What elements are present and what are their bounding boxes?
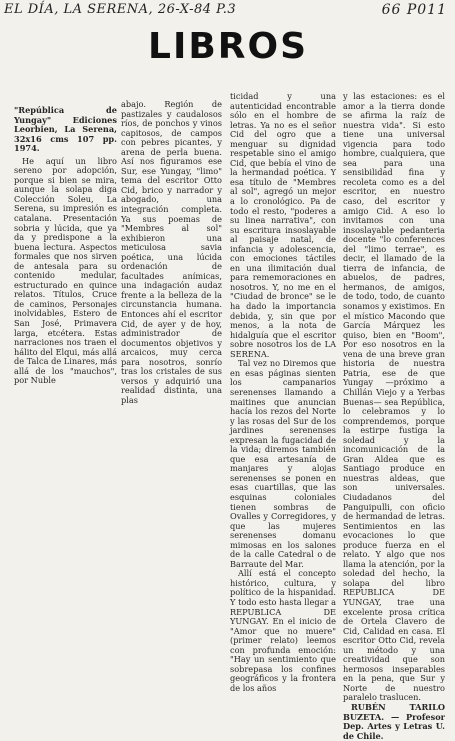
paragraph: Allí está el concepto histórico, cultura, y político de la hispanidad. Y todo esto hasta llegar a REPUBLICA DE YUNGAY. En el inicio de "Amor que no muere" (primer relato) leemos con profunda emoción: "Hay un sentimiento que sobrepasa los confines geográficos y la frontera de los años — [230, 568, 336, 693]
handwritten-annotation — [4, 2, 451, 20]
column-2 — [121, 100, 222, 576]
annotation-text: EL DÍA, LA SERENA, 26-X-84 P.3 — [4, 2, 237, 17]
paragraph: abajo. Región de pastizales y caudalosos ríos, de ponchos y vinos capitosos, de campos con pebres picantes, y arena de perla buena. Así nos figuramos ese Sur, ese Yungay, "limo" tema del escritor Otto Cid, brico y narrador y abogado, una integración completa. Ya sus poemas de "Membres al sol" exhibieron una meticulosa savia poética, una lúcida ordenación de facultades anímicas, una indagación audaz frente a la belleza de la circunstancia humana. Entonces ahí el escritor Cid, de ayer y de hoy, administrador de documentos objetivos y arcaicos, muy cerca para nosotros, sonrío tras los cristales de sus versos y adquirió una realidad distinta, una plas — [121, 99, 222, 405]
headline: LIBROS — [148, 26, 309, 67]
book-reference: "República de Yungay" Ediciones Leorbien, La Serena, 32x16 cms 107 pp. 1974. — [14, 105, 117, 154]
paragraph: Tal vez no Diremos que en esas páginas sienten los campanarios serenenses llamando a maitines que anuncian hacía los rezos del Norte y las rosas del Sur de los jardines serenenses expresan la fugacidad de la vida; diremos también que esa artesanía de manjares y alojas serenenses se ponen en esas cuartillas, que las esquinas coloniales tienen sombras de Ovalles y Corregidores, y que las mujeres serenenses domanu mimosas en los salones de la calle Catedral o de Barraute del Mar. — [230, 358, 336, 569]
column-3 — [230, 91, 336, 693]
author-signature: RUBÉN TARILO BUZETA. — Profesor Dep. Artes y Letras U. de Chile. — [343, 702, 445, 741]
paragraph: y las estaciones: es el amor a la tierra donde se afirma la raíz de nuestra vida". Si esto tiene una universal vigencia para todo hombre, cualquiera, que sea para una sensibilidad fina y recoleta como es a del escritor, en nuestro caso, del escritor y amigo Cid. A eso lo invitamos con una insoslayable pedanteria docente "lo conferences del "limo terrae", es decir, el llamado de la tierra de infancia, de abuelos, de padres, hermanos, de amigos, de todo, todo, de cuanto sonamos y existimos. En el místico Macondo que García Márquez les quiso, bien en "Boom", Por eso nosotros en la vena de una breve gran historia de nuestra Patria, ese de que Yungay —próximo a Chillán Viejo y a Yerbas Buenas— sea República, lo celebramos y lo comprendemos, porque la estirpe fustiga la soledad y la incomunicación de la Gran Aldea que es Santiago produce en nuestras aldeas, que son universales. Ciudadanos del Panguipulli, con oficio de hermandad de letras. Sentimientos en las evocaciones lo que produce fuerza en el relato. Y algo que nos llama la atención, por la soledad del hecho, la solapa del libro REPUBLICA DE YUNGAY, trae una excelente prosa crítica de Ortela Clavero de Cid, Calidad en casa. El escritor Otto Cid, revela un método y una creatividad que son hermosos inseparables en la pena, que Sur y Norte de nuestro paralelo traslucen. — [343, 91, 445, 703]
paragraph: ticidad y una autenticidad encontrable sólo en el hombre de letras. Ya no es el señor Cid del ogro que a menguar su dignidad respetable sino el amigo Cid, que bebía el vino de la hermandad poética. Y esa título de "Membres al sol", agregó un mejor a lo cronológico. Pa de todo el resto, "poderes a su linea narrativa", con su escritura insoslayable al paisaje natal, de infancia y adolescencia, con emociones táctiles en una ilimitación dual para rememoraciones en nosotros. Y, no me en el "Ciudad de bronce" se le ha dado la importancia debida, y, sin que por menos, a la nota de hidalguía que el escritor sobre nosotros los de LA SERENA. — [230, 91, 336, 359]
column-4 — [343, 91, 445, 741]
paragraph: He aquí un libro sereno por adopción, porque si bien se mira, aunque la solapa diga Colección Soleu, La Serena, su impresión es catalana. Presentación sobria y lúcida, que ya da y predispone a la buena lectura. Aspectos formales que nos sirven de antesala para su contenido medular, estructurado en quince relatos. Títulos, Cruce de caminos, Personajes inolvidables, Estero de San José, Primavera larga, etcétera. Estas narraciones nos traen el hálito del Elqui, más allá de Talca de Linares, más allá de los "mauchos", por Nuble — [14, 155, 117, 386]
annotation-number: 66 P011 — [381, 2, 447, 18]
column-1 — [14, 105, 117, 386]
